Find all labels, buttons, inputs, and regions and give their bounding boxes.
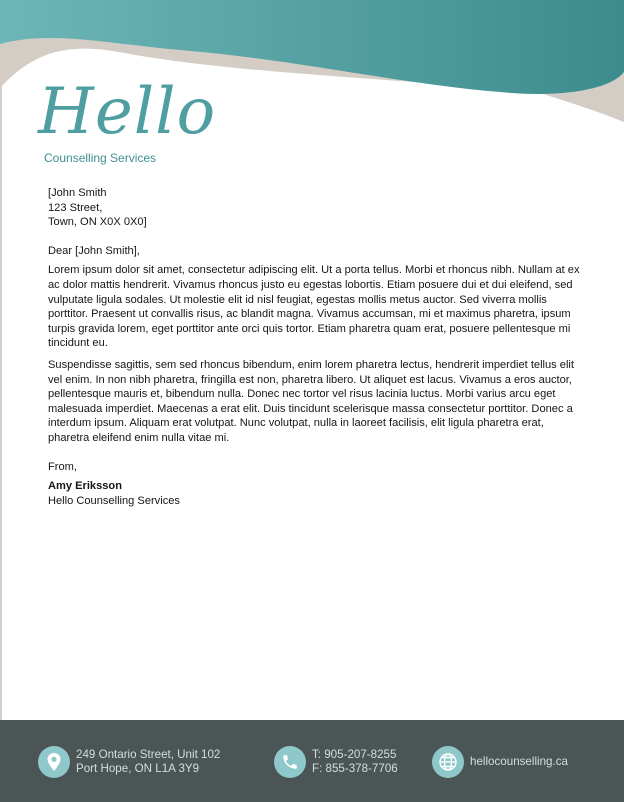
footer-website-link[interactable]: hellocounselling.ca	[470, 755, 568, 768]
footer-fax-number: F: 855-378-7706	[312, 762, 398, 775]
footer-address-line1: 249 Ontario Street, Unit 102	[76, 748, 221, 761]
logo-subtitle: Counselling Services	[44, 151, 157, 165]
letter-body	[48, 186, 580, 508]
company-logo	[38, 75, 217, 170]
globe-icon	[432, 746, 464, 778]
footer-website	[432, 742, 568, 782]
footer-phone-number: T: 905-207-8255	[312, 748, 397, 761]
address-line: Town, ON X0X 0X0]	[48, 216, 147, 229]
footer-bar	[0, 720, 624, 802]
address-line: 123 Street,	[48, 201, 103, 214]
footer-address-line2: Port Hope, ON L1A 3Y9	[76, 762, 200, 775]
footer-phone	[274, 742, 398, 782]
salutation: Dear [John Smith],	[48, 244, 140, 257]
closing: From,	[48, 460, 77, 473]
address-line: [John Smith	[48, 187, 107, 199]
body-paragraph: Lorem ipsum dolor sit amet, consectetur adipiscing elit. Ut a porta tellus. Morbi et rhoncus nibh. Nullam at ex ac dolor mattis hendrerit. Vivamus rhoncus justo eu egestas lobortis. Etiam posuere dui et dui eleifend, sed vulputate ligula sodales. Ut molestie elit id nisl feugiat, egestas mollis metus auctor. Sed viverra mollis porttitor. Praesent ut convallis risus, ac blandit magna. Vivamus accumsan, mi et maximus pharetra, ipsum turpis gravida lorem, eget porttitor ante orci quis tortor. Etiam pharetra quam erat, posuere pellentesque mi tincidunt eu.	[48, 264, 580, 350]
signature-organization: Hello Counselling Services	[48, 494, 180, 507]
location-pin-icon	[38, 746, 70, 778]
logo-script-text: Hello	[38, 75, 217, 149]
body-paragraph: Suspendisse sagittis, sem sed rhoncus bibendum, enim lorem pharetra lectus, hendrerit imperdiet tellus elit vel enim. In non nibh pharetra, fringilla est non, pharetra libero. Ut aliquet est lacus. Vivamus a eros auctor, pellentesque mauris et, bibendum nulla. Donec nec tortor vel risus lacinia luctus. Morbi varius arcu eget malesuada imperdiet. Maecenas a erat elit. Duis tincidunt scelerisque massa consectetur porttitor. Donec a interdum ipsum. Aliquam erat volutpat. Nunc volutpat, nulla in laoreet facilisis, elit ligula pharetra erat, pharetra eleifend enim nulla vitae mi.	[48, 358, 574, 444]
phone-icon	[274, 746, 306, 778]
footer-address	[38, 742, 220, 782]
recipient-address	[48, 186, 580, 230]
signature-name: Amy Eriksson	[48, 480, 122, 493]
